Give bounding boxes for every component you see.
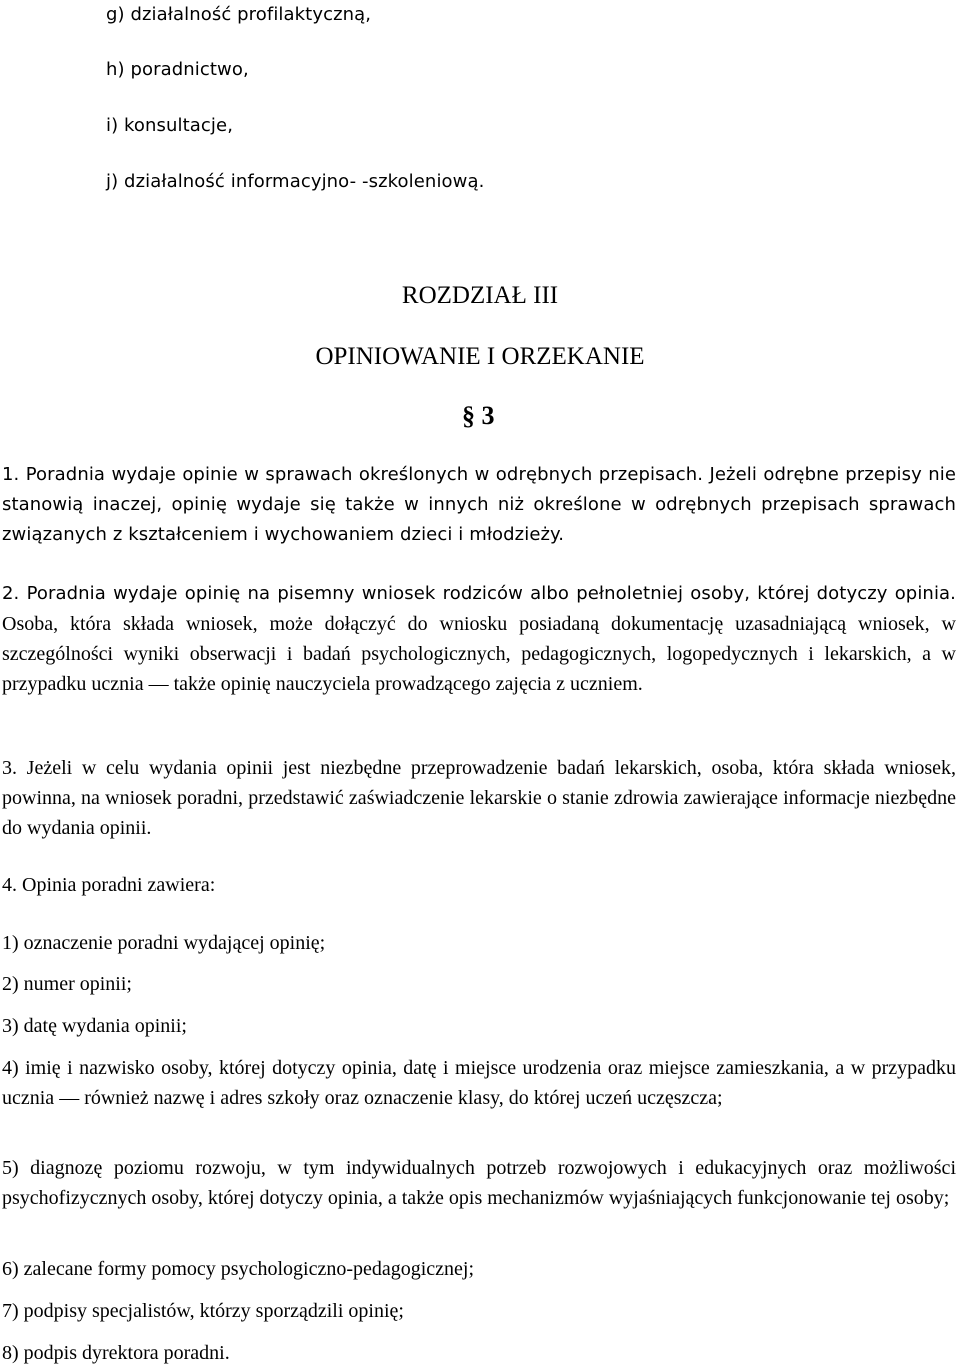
opinion-item-3: 3) datę wydania opinii;	[2, 1015, 187, 1037]
chapter-number: ROZDZIAŁ III	[401, 282, 559, 309]
opinion-item-6: 6) zalecane formy pomocy psychologiczno-pedagogicznej;	[2, 1258, 475, 1280]
opinion-item-4: 4) imię i nazwisko osoby, której dotyczy opinia, datę i miejsce urodzenia oraz miejsce zamieszkania, a w przypadku ucznia — również nazwę i adres szkoły oraz oznaczenie klasy, do której uczeń uczęszcza;	[2, 1057, 956, 1109]
paragraph-1: 1. Poradnia wydaje opinie w sprawach określonych w odrębnych przepisach. Jeżeli odrębne przepisy nie stanowią inaczej, opinię wydaje się także w innych niż określone w odrębnych przepisach sprawach związanych z kształceniem i wychowaniem dzieci i młodzieży.	[2, 464, 956, 545]
list-item-h: h) poradnictwo,	[106, 59, 249, 80]
paragraph-4: 4. Opinia poradni zawiera:	[2, 874, 216, 896]
paragraph-2-part-2: Osoba, która składa wniosek, może dołączyć do wniosku posiadaną dokumentację uzasadniającą wniosek, w szczególności wyniki obserwacji i badań psychologicznych, pedagogicznych, logopedycznych i lekarskich, a w przypadku ucznia — także opinię nauczyciela prowadzącego zajęcia z uczniem.	[2, 613, 956, 695]
paragraph-3: 3. Jeżeli w celu wydania opinii jest niezbędne przeprowadzenie badań lekarskich, osoba, która składa wniosek, powinna, na wniosek poradni, przedstawić zaświadczenie lekarskie o stanie zdrowia zawierające informacje niezbędne do wydania opinii.	[2, 757, 956, 839]
chapter-title: OPINIOWANIE I ORZEKANIE	[315, 343, 645, 370]
opinion-item-2: 2) numer opinii;	[2, 973, 132, 995]
opinion-item-7: 7) podpisy specjalistów, którzy sporządzili opinię;	[2, 1300, 404, 1322]
opinion-item-5: 5) diagnozę poziomu rozwoju, w tym indywidualnych potrzeb rozwojowych i edukacyjnych oraz możliwości psychofizycznych osoby, której dotyczy opinia, a także opis mechanizmów wyjaśniających funkcjonowanie tej osoby;	[2, 1157, 956, 1209]
opinion-item-1: 1) oznaczenie poradni wydającej opinię;	[2, 932, 326, 954]
opinion-item-8: 8) podpis dyrektora poradni.	[2, 1342, 230, 1364]
paragraph-2	[2, 578, 956, 699]
list-item-g: g) działalność profilaktyczną,	[106, 4, 372, 25]
paragraph-2-part-1: 2. Poradnia wydaje opinię na pisemny wniosek rodziców albo pełnoletniej osoby, której dotyczy opinia.	[2, 583, 956, 604]
list-item-j: j) działalność informacyjno- -szkoleniową.	[106, 171, 485, 192]
section-label: § 3	[462, 401, 495, 430]
list-item-i: i) konsultacje,	[106, 115, 234, 136]
